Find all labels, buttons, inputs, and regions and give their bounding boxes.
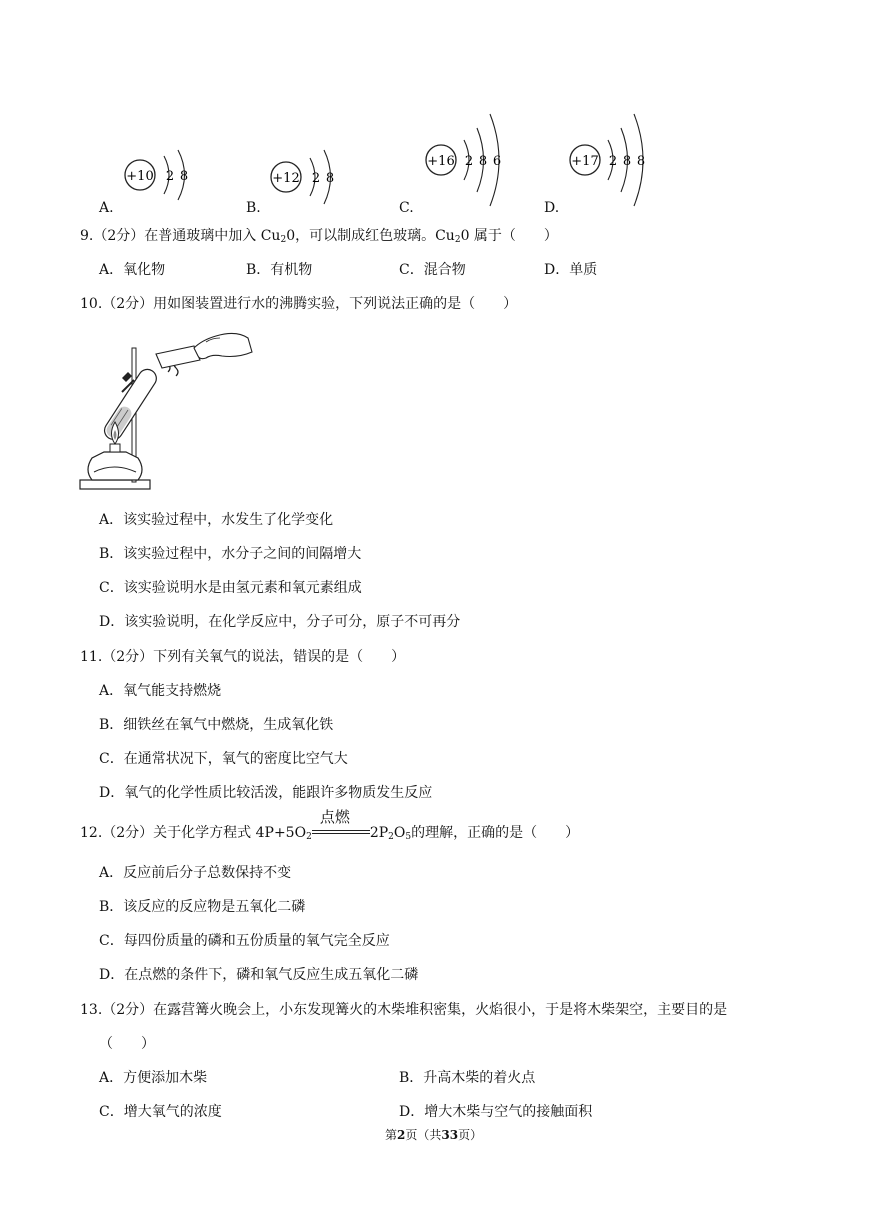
page-number: 2: [397, 1128, 406, 1142]
atom-diagram-d: [564, 108, 674, 214]
q13-option-c[interactable]: C．增大氧气的浓度: [99, 1104, 222, 1120]
q10-option-d[interactable]: D．该实验说明，在化学反应中，分子可分，原子不可再分: [99, 614, 461, 630]
option-letter-b: B.: [246, 200, 261, 216]
svg-text:8: 8: [179, 169, 189, 184]
svg-text:6: 6: [492, 154, 502, 169]
q10-option-c[interactable]: C．该实验说明水是由氢元素和氧元素组成: [99, 580, 362, 596]
option-letter-a: A.: [99, 200, 114, 216]
svg-text:+16: +16: [427, 154, 455, 169]
q11-option-a[interactable]: A．氧气能支持燃烧: [99, 683, 222, 699]
q9-option-b[interactable]: B．有机物: [246, 262, 313, 278]
boiling-apparatus-figure: [76, 320, 256, 498]
q12-option-a[interactable]: A．反应前后分子总数保持不变: [99, 865, 292, 881]
page-footer: 第2页（共33页）: [385, 1128, 483, 1142]
svg-text:8: 8: [325, 171, 335, 186]
q13-option-b[interactable]: B．升高木柴的着火点: [399, 1070, 536, 1086]
svg-text:2: 2: [464, 154, 474, 169]
reaction-arrow: [312, 808, 370, 839]
option-letter-c: C.: [399, 200, 414, 216]
question-9-stem: 9.（2分）在普通玻璃中加入 $Cu_20$，可以制成红色玻璃。$Cu_20$ 属于（ ）: [80, 228, 558, 245]
svg-text:2: 2: [311, 171, 321, 186]
svg-text:+17: +17: [571, 154, 599, 169]
atom-diagram-b: [266, 140, 356, 210]
q12-option-b[interactable]: B．该反应的反应物是五氧化二磷: [99, 899, 306, 915]
nucleus-charge: +10: [126, 169, 154, 184]
question-12-stem: 12.（2分）关于化学方程式 $4P+5O_2$ 点燃 $2P_2O_5$的理解，正确的是（ ）: [80, 808, 580, 842]
q10-option-a[interactable]: A．该实验过程中，水发生了化学变化: [99, 512, 334, 528]
q12-option-c[interactable]: C．每四份质量的磷和五份质量的氧气完全反应: [99, 933, 390, 949]
svg-text:8: 8: [636, 154, 646, 169]
question-10-stem: 10.（2分）用如图装置进行水的沸腾实验，下列说法正确的是（ ）: [80, 296, 518, 312]
q13-option-a[interactable]: A．方便添加木柴: [99, 1070, 208, 1086]
question-11-stem: 11.（2分）下列有关氧气的说法，错误的是（ ）: [80, 649, 406, 665]
q9-option-a[interactable]: A．氧化物: [99, 262, 166, 278]
q13-option-d[interactable]: D．增大木柴与空气的接触面积: [399, 1104, 593, 1120]
question-13-stem: 13.（2分）在露营篝火晚会上，小东发现篝火的木柴堆积密集，火焰很小，于是将木柴架空，主要目的是: [80, 1002, 728, 1018]
svg-text:2: 2: [608, 154, 618, 169]
reaction-condition: 点燃: [319, 808, 350, 826]
page-total: 33: [441, 1128, 459, 1142]
atom-diagram-c: [420, 108, 530, 214]
q11-option-c[interactable]: C．在通常状况下，氧气的密度比空气大: [99, 751, 348, 767]
option-letter-d: D.: [544, 200, 560, 216]
svg-text:+12: +12: [272, 171, 300, 186]
q9-option-d[interactable]: D．单质: [544, 262, 598, 278]
svg-text:8: 8: [478, 154, 488, 169]
question-13-paren: （ ）: [99, 1036, 155, 1052]
q12-option-d[interactable]: D．在点燃的条件下，磷和氧气反应生成五氧化二磷: [99, 967, 419, 983]
atom-diagram-a: [120, 140, 210, 210]
svg-text:8: 8: [622, 154, 632, 169]
q11-option-d[interactable]: D．氧气的化学性质比较活泼，能跟许多物质发生反应: [99, 785, 433, 801]
q10-option-b[interactable]: B．该实验过程中，水分子之间的间隔增大: [99, 546, 362, 562]
svg-text:2: 2: [165, 169, 175, 184]
q9-option-c[interactable]: C．混合物: [399, 262, 466, 278]
q11-option-b[interactable]: B．细铁丝在氧气中燃烧，生成氧化铁: [99, 717, 334, 733]
